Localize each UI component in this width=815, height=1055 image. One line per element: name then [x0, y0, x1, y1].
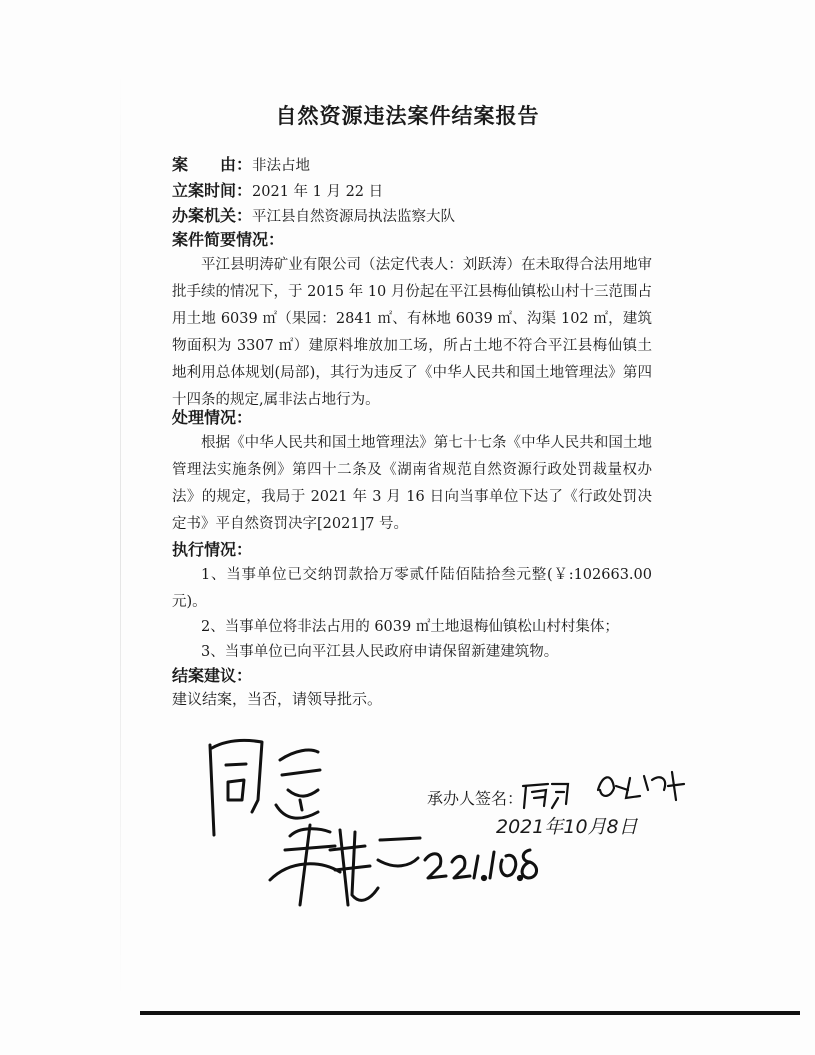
case-reason-value: 非法占地	[252, 158, 311, 174]
summary-heading-row	[172, 227, 284, 250]
case-reason-row	[172, 152, 310, 175]
approval-handwriting	[210, 740, 320, 835]
handler-signature-date: 2021年10月8日	[496, 816, 638, 838]
execution-item: 3、当事单位已向平江县人民政府申请保留新建建筑物。	[201, 644, 559, 660]
approver-signature	[270, 825, 420, 905]
agency-label: 办案机关：	[172, 206, 253, 225]
case-reason-label: 案 由：	[172, 155, 253, 174]
agency-row	[172, 203, 455, 226]
handler-signature-1	[523, 784, 568, 808]
summary-heading: 案件简要情况：	[172, 230, 285, 249]
summary-text: 平江县明涛矿业有限公司（法定代表人：刘跃涛）在未取得合法用地审批手续的情况下，于 2015 年 10 月份起在平江县梅仙镇松山村十三范围占用土地 6039 ㎡（果园：2841 ㎡、有林地 6039 ㎡、沟渠 102 ㎡，建筑物面积为 3307 ㎡）建原料堆放加工场，所占土地不符合平江县梅仙镇土地利用总体规划(局部)，其行为违反了《中华人民共和国土地管理法》第四十四条的规定,属非法占地行为。	[172, 257, 652, 408]
execution-item: 1、当事单位已交纳罚款拾万零贰仟陆佰陆拾叁元整(￥:102663.00 元)。	[172, 567, 652, 610]
handling-heading-row	[172, 405, 252, 428]
page-bottom-edge	[140, 1011, 800, 1015]
handling-heading: 处理情况：	[172, 408, 253, 427]
page-edge-shadow	[120, 70, 121, 1000]
conclusion-heading-row	[172, 663, 252, 686]
execution-item: 2、当事单位将非法占用的 6039 ㎡土地退梅仙镇松山村村集体；	[201, 619, 619, 635]
handler-signature-label: 承办人签名：	[427, 789, 524, 808]
agency-value: 平江县自然资源局执法监察大队	[252, 209, 456, 225]
filing-date-label: 立案时间：	[172, 181, 253, 200]
execution-heading-row	[172, 537, 252, 560]
filing-date-value: 2021 年 1 月 22 日	[252, 184, 384, 200]
handler-signature-2	[598, 772, 684, 800]
handling-text: 根据《中华人民共和国土地管理法》第七十七条《中华人民共和国土地管理法实施条例》第四十二条及《湖南省规范自然资源行政处罚裁量权办法》的规定，我局于 2021 年 3 月 16 日向当事单位下达了《行政处罚决定书》平自然资罚决字[2021]7 号。	[172, 435, 652, 532]
approver-date-handwriting	[425, 850, 537, 880]
filing-date-row	[172, 178, 383, 201]
execution-heading: 执行情况：	[172, 540, 253, 559]
page-title: 自然资源违法案件结案报告	[275, 104, 540, 128]
conclusion-text: 建议结案，当否，请领导批示。	[172, 690, 383, 708]
conclusion-heading: 结案建议：	[172, 666, 253, 685]
